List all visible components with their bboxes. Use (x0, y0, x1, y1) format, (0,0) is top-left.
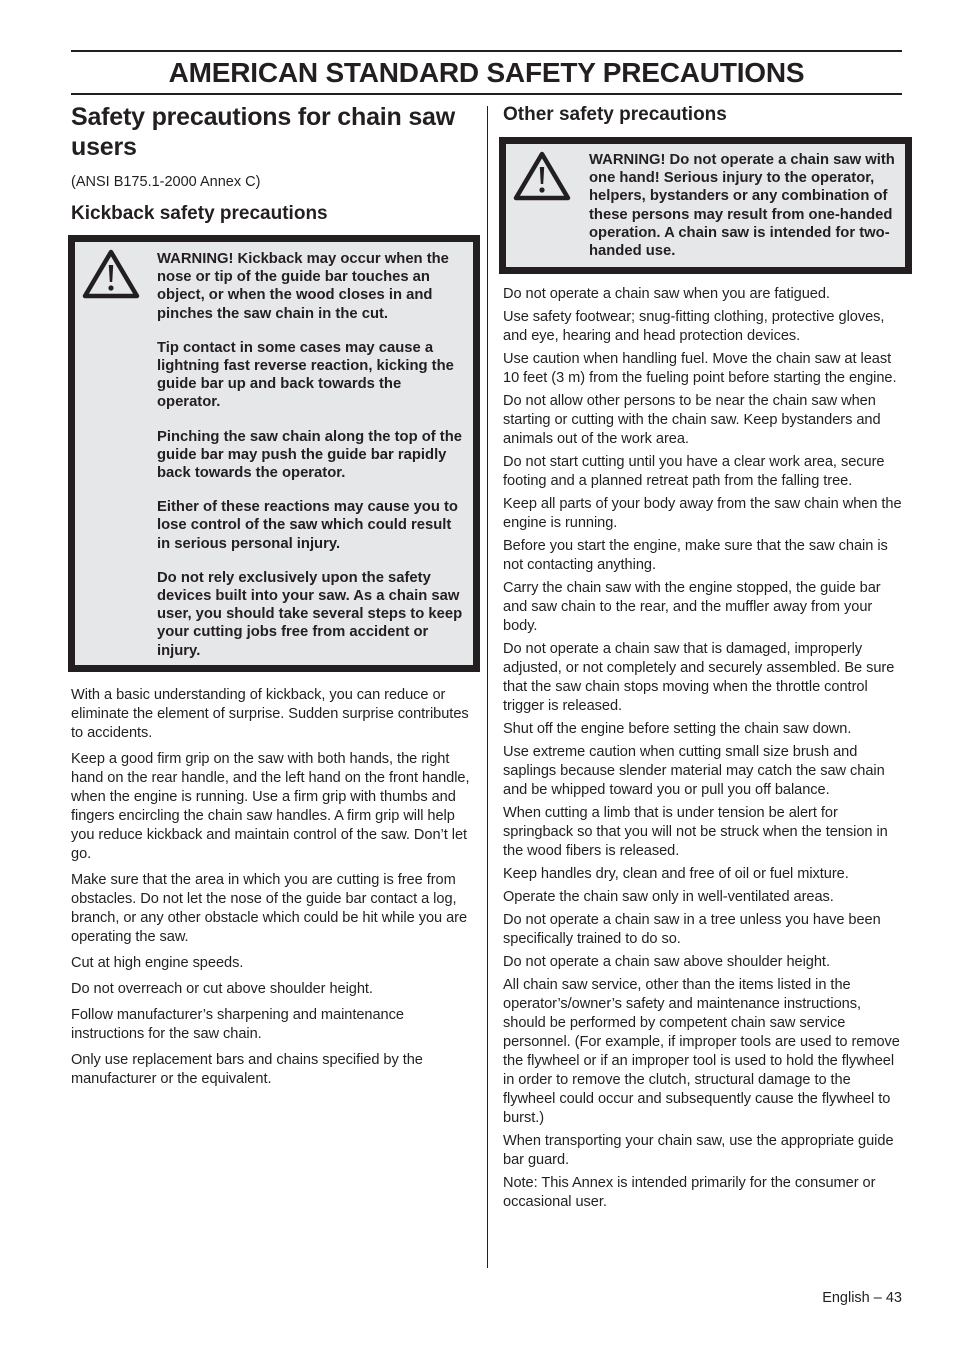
body-paragraph: Follow manufacturer’s sharpening and maintenance instructions for the saw chain. (71, 1007, 404, 1042)
kickback-warning-box (68, 235, 480, 672)
body-paragraph: When cutting a limb that is under tension be alert for springback so that you will not be struck when the tension in the wood fibers is released. (503, 805, 888, 859)
other-precautions-body (503, 285, 903, 1212)
standard-reference: (ANSI B175.1-2000 Annex C) (71, 174, 261, 190)
body-paragraph: Make sure that the area in which you are cutting is free from obstacles. Do not let the nose of the guide bar contact a log, branch, or any other obstacle which could be hit while you are operating the saw. (71, 872, 468, 945)
body-paragraph: All chain saw service, other than the items listed in the operator’s/owner’s safety and maintenance instructions, should be performed by competent chain saw service personnel. (For example, if improper tools are used to remove the flywheel or if an improper tool is used to hold the flywheel in order to remove the clutch, structural damage to the flywheel could occur and subsequently cause the flywheel to burst.) (503, 977, 900, 1126)
column-divider (487, 106, 488, 1268)
page-number: English – 43 (822, 1290, 902, 1306)
body-paragraph: Operate the chain saw only in well-ventilated areas. (503, 889, 834, 905)
left-column (71, 102, 471, 1089)
body-paragraph: Do not operate a chain saw when you are fatigued. (503, 286, 830, 302)
warning-paragraph: Either of these reactions may cause you to lose control of the saw which could result in serious personal injury. (157, 499, 458, 552)
warning-paragraph: WARNING! Do not operate a chain saw with one hand! Serious injury to the operator, helpers, bystanders or any combination of these persons may result from one-handed operation. A chain saw is intended for two-handed use. (589, 152, 895, 260)
warning-paragraph: Pinching the saw chain along the top of the guide bar may push the guide bar rapidly back towards the operator. (157, 428, 462, 482)
page-title: AMERICAN STANDARD SAFETY PRECAUTIONS (168, 57, 805, 88)
warning-paragraph: WARNING! Kickback may occur when the nose or tip of the guide bar touches an object, or when the wood closes in and pinches the saw chain in the cut. (157, 251, 449, 322)
body-paragraph: Use caution when handling fuel. Move the chain saw at least 10 feet (3 m) from the fueling point before starting the engine. (503, 351, 897, 386)
body-paragraph: Carry the chain saw with the engine stopped, the guide bar and saw chain to the rear, and the muffler away from your body. (503, 580, 881, 634)
body-paragraph: Keep a good firm grip on the saw with both hands, the right hand on the rear handle, and the left hand on the front handle, when the engine is running. Use a firm grip with thumbs and fingers encircling the chain saw handles. A firm grip will help you reduce kickback and maintain control of the saw. Don’t let go. (71, 751, 470, 862)
warning-triangle-icon (513, 150, 571, 202)
body-paragraph: Shut off the engine before setting the chain saw down. (503, 721, 852, 737)
kickback-body (71, 686, 471, 1089)
warning-triangle-icon (82, 248, 140, 300)
body-paragraph: Only use replacement bars and chains specified by the manufacturer or the equivalent. (71, 1052, 423, 1087)
body-paragraph: Do not operate a chain saw that is damaged, improperly adjusted, or not completely and securely assembled. Be sure that the saw chain stops moving when the throttle control trigger is released. (503, 641, 895, 714)
body-paragraph: Cut at high engine speeds. (71, 955, 244, 971)
body-paragraph: With a basic understanding of kickback, you can reduce or eliminate the element of surprise. Sudden surprise contributes to accidents. (71, 687, 469, 741)
body-paragraph: Keep handles dry, clean and free of oil or fuel mixture. (503, 866, 849, 882)
top-rule (71, 50, 902, 52)
right-column (503, 102, 903, 1212)
warning-paragraph: Do not rely exclusively upon the safety devices built into your saw. As a chain saw user, you should take several steps to keep your cutting jobs free from accident or injury. (157, 569, 463, 659)
body-paragraph: Note: This Annex is intended primarily for the consumer or occasional user. (503, 1175, 876, 1210)
one-hand-warning-box (499, 137, 912, 274)
kickback-subheading: Kickback safety precautions (71, 203, 328, 224)
body-paragraph: Keep all parts of your body away from the saw chain when the engine is running. (503, 496, 902, 531)
body-paragraph: Use extreme caution when cutting small size brush and saplings because slender material may catch the saw chain and be whipped toward you or pull you off balance. (503, 744, 885, 798)
body-paragraph: Do not operate a chain saw above shoulder height. (503, 954, 830, 970)
warning-paragraph: Tip contact in some cases may cause a lightning fast reverse reaction, kicking the guide bar up and back towards the operator. (157, 339, 454, 411)
body-paragraph: Before you start the engine, make sure that the saw chain is not contacting anything. (503, 538, 888, 573)
body-paragraph: Do not overreach or cut above shoulder height. (71, 981, 373, 997)
body-paragraph: Do not allow other persons to be near the chain saw when starting or cutting with the chain saw. Keep bystanders and animals out of the work area. (503, 393, 881, 447)
other-precautions-heading: Other safety precautions (503, 104, 727, 125)
body-paragraph: Do not operate a chain saw in a tree unless you have been specifically trained to do so. (503, 912, 881, 947)
body-paragraph: Do not start cutting until you have a clear work area, secure footing and a planned retreat path from the falling tree. (503, 454, 885, 489)
body-paragraph: Use safety footwear; snug-fitting clothing, protective gloves, and eye, hearing and head protection devices. (503, 309, 885, 344)
title-rule (71, 93, 902, 95)
body-paragraph: When transporting your chain saw, use the appropriate guide bar guard. (503, 1133, 894, 1168)
section-heading: Safety precautions for chain saw users (71, 103, 455, 161)
